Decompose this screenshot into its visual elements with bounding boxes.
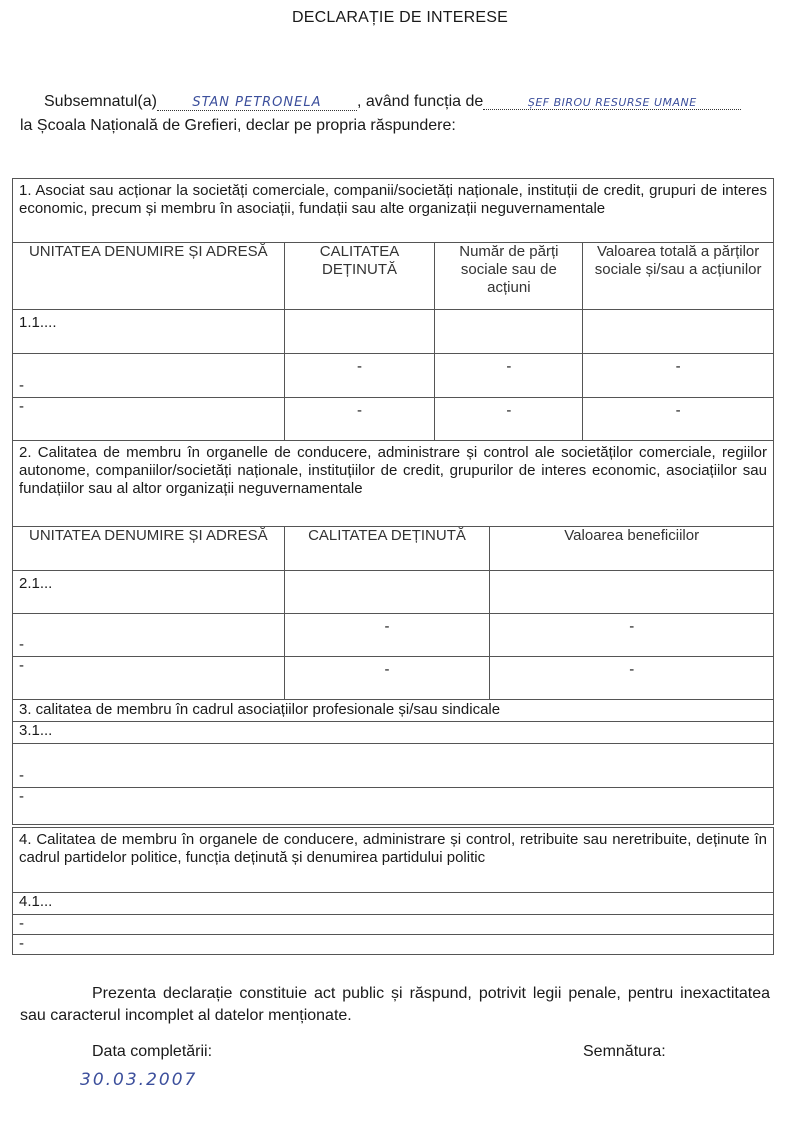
section-1-table xyxy=(12,178,774,441)
section-2-table xyxy=(12,440,774,700)
s2-header-unit: UNITATEA DENUMIRE ȘI ADRESĂ xyxy=(13,527,285,571)
section-3-table xyxy=(12,699,774,825)
s1-row2-unit: - xyxy=(13,354,285,398)
s4-row2: - xyxy=(13,915,774,935)
declarant-line xyxy=(44,93,741,111)
s1-row1-capacity xyxy=(284,310,435,354)
section-1-title: 1. Asociat sau acționar la societăți comerciale, companii/societăți naționale, instituții de credit, grupuri de interes economic, precum și membru în asociații, fundații sau alte organizații neguvernamentale xyxy=(13,179,774,243)
s2-row2-unit: - xyxy=(13,614,285,657)
institution-line: la Școala Națională de Grefieri, declar pe propria răspundere: xyxy=(20,117,456,134)
s1-row1-value xyxy=(583,310,774,354)
s1-header-shares: Număr de părți sociale sau de acțiuni xyxy=(435,243,583,310)
s1-row3-shares: - xyxy=(435,398,583,441)
s2-row3-unit: - xyxy=(13,657,285,700)
s1-header-capacity: CALITATEA DEȚINUTĂ xyxy=(284,243,435,310)
declarant-name: STAN PETRONELA xyxy=(157,95,357,111)
s2-row2-benefits: - xyxy=(490,614,774,657)
s1-row3-capacity: - xyxy=(284,398,435,441)
s3-row3: - xyxy=(13,788,774,825)
function-label: , având funcția de xyxy=(356,93,484,110)
s1-row2-shares: - xyxy=(435,354,583,398)
document-title: DECLARAȚIE DE INTERESE xyxy=(291,9,508,26)
section-2-title: 2. Calitatea de membru în organelle de conducere, administrare și control ale societăților comerciale, regiilor autonome, companiilor/societăți naționale, instituțiilor de credit, grupurilor de interes economic, asociațiilor sau fundațiilor sau al altor organizații neguvernamentale xyxy=(13,441,774,527)
section-4-title: 4. Calitatea de membru în organele de conducere, administrare și control, retribuite sau neretribuite, deținute în cadrul partidelor politice, funcția deținută și denumirea partidului politic xyxy=(13,828,774,893)
signature-label: Semnătura: xyxy=(583,1043,666,1060)
section-3-title: 3. calitatea de membru în cadrul asociațiilor profesionale și/sau sindicale xyxy=(13,700,774,722)
s1-row2-value: - xyxy=(583,354,774,398)
s2-row1-capacity xyxy=(284,571,490,614)
s4-row3: - xyxy=(13,935,774,955)
s2-row2-capacity: - xyxy=(284,614,490,657)
s1-row3-unit: - xyxy=(13,398,285,441)
date-value: 30.03.2007 xyxy=(80,1070,198,1090)
date-label: Data completării: xyxy=(92,1043,213,1060)
s4-row1: 4.1... xyxy=(13,893,774,915)
subsemnatul-label: Subsemnatul(a) xyxy=(44,93,157,110)
s3-row1: 3.1... xyxy=(13,722,774,744)
s1-header-value: Valoarea totală a părților sociale și/sau a acțiunilor xyxy=(583,243,774,310)
s2-row1-unit: 2.1... xyxy=(13,571,285,614)
s2-header-benefits: Valoarea beneficiilor xyxy=(490,527,774,571)
s2-row1-benefits xyxy=(490,571,774,614)
s1-row1-unit: 1.1.... xyxy=(13,310,285,354)
declarant-function: ȘEF BIROU RESURSE UMANE xyxy=(483,96,741,110)
section-4-table xyxy=(12,827,774,955)
legal-statement: Prezenta declarație constituie act public și răspund, potrivit legii penale, pentru inexactitatea sau caracterul incomplet al datelor menționate. xyxy=(20,985,770,1024)
s2-row3-benefits: - xyxy=(490,657,774,700)
s1-header-unit: UNITATEA DENUMIRE ȘI ADRESĂ xyxy=(13,243,285,310)
s3-row2: - xyxy=(13,744,774,788)
s2-header-capacity: CALITATEA DEȚINUTĂ xyxy=(284,527,490,571)
s1-row3-value: - xyxy=(583,398,774,441)
s1-row2-capacity: - xyxy=(284,354,435,398)
s2-row3-capacity: - xyxy=(284,657,490,700)
s1-row1-shares xyxy=(435,310,583,354)
